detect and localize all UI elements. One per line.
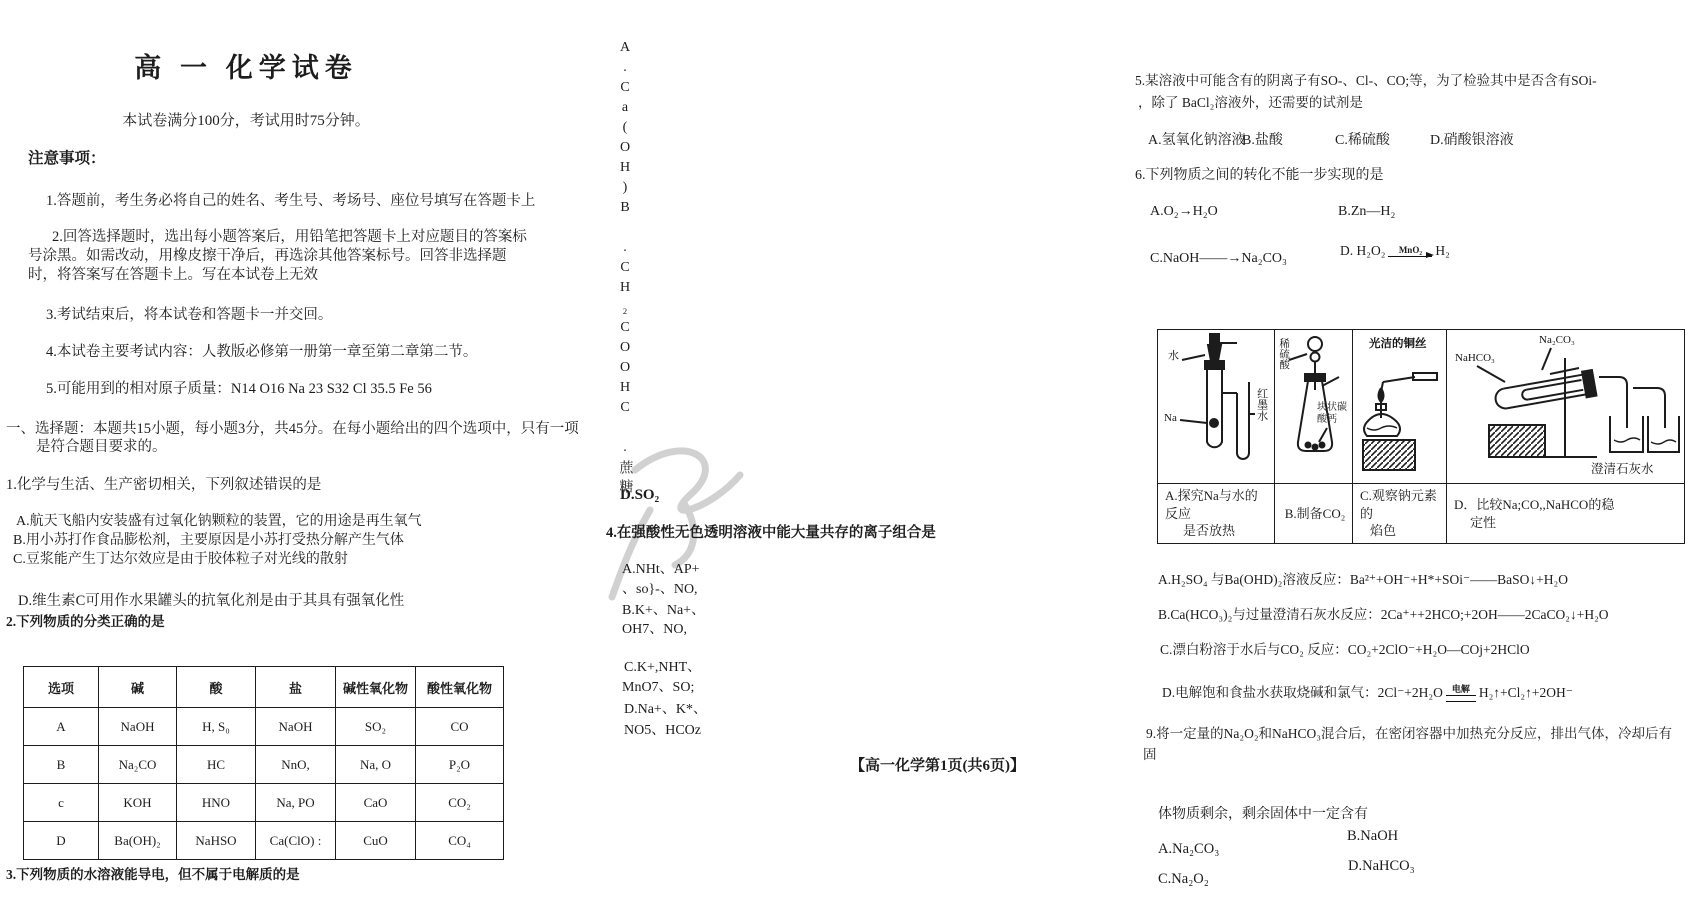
q6-option-d-reactant: D. H₂O₂	[1340, 243, 1386, 258]
label-marble-lumps: 块状碳酸钙	[1317, 402, 1347, 425]
arrow-line	[1388, 256, 1432, 257]
exam-subtitle: 本试卷满分100分，考试用时75分钟。	[122, 113, 370, 129]
q2-table-row-a	[24, 708, 504, 746]
q1-stem: 1.化学与生活、生产密切相关，下列叙述错误的是	[6, 477, 322, 493]
q2-cell: CO₂	[416, 784, 504, 822]
q9-option-b: B.NaOH	[1347, 828, 1399, 844]
label-water: 水	[1168, 350, 1179, 362]
q4-option-c-line1: C.K+,NHT、	[624, 660, 702, 675]
q8-option-d-reactants: D.电解饱和食盐水获取烧碱和氯气：2Cl⁻+2H₂O	[1162, 685, 1443, 701]
q9-option-d: D.NaHCO₃	[1348, 858, 1415, 874]
q2-cell: NnO,	[256, 746, 336, 784]
notice-3: 3.考试结束后，将本试卷和答题卡一并交回。	[46, 307, 333, 323]
page-title: 高 一 化学试卷	[134, 53, 358, 83]
q2-header-acidic-oxide: 酸性氧化物	[416, 667, 504, 708]
q4-option-d-line2: NO5、HCOz	[624, 723, 701, 738]
q2-cell: CuO	[336, 822, 416, 860]
q2-cell: B	[24, 746, 99, 784]
q9-option-a: A.Na₂CO₃	[1158, 841, 1220, 857]
q2-cell: A	[24, 708, 99, 746]
equals-line	[1446, 695, 1476, 702]
caption-c-line1: C.观察钠元素的	[1360, 488, 1437, 521]
q2-cell: Na, PO	[256, 784, 336, 822]
caption-a-line2: 是否放热	[1183, 523, 1236, 539]
caption-panel-a	[1158, 484, 1275, 544]
label-nahco3: NaHCO₃	[1455, 352, 1495, 364]
q6-option-b: B.Zn—H₂	[1338, 204, 1396, 219]
q8-option-b: B.Ca(HCO₃)₂与过量澄清石灰水反应：2Ca⁺++2HCO;+2OH——2CaCO₂↓+H₂O	[1158, 607, 1609, 622]
q6-option-c: C.NaOH——→Na₂CO₃	[1150, 251, 1287, 266]
label-limewater: 澄清石灰水	[1591, 462, 1654, 476]
arrow-condition-label: MnO₂	[1398, 244, 1423, 255]
q4-option-a-line1: A.NHt、AP+	[622, 562, 700, 577]
q2-classification-table	[23, 666, 504, 860]
figure-panel-d	[1447, 330, 1684, 482]
caption-panel-d	[1447, 484, 1685, 544]
q2-cell: HC	[177, 746, 256, 784]
q5-stem-line1: 5.某溶液中可能含有的阴离子有SO-、Cl-、CO;等，为了检验其中是否含有SOi-	[1135, 73, 1597, 88]
notice-2: 2.回答选择题时，选出每小题答案后，用铅笔把答题卡上对应题目的答案标号涂黑。如需改动，用橡皮擦干净后，再选涂其他答案标号。回答非选择题时，将答案写在答题卡上。写在本试卷上无效	[28, 229, 527, 283]
q9-option-c: C.Na₂O₂	[1158, 871, 1209, 887]
q2-table-row-c	[24, 784, 504, 822]
q2-cell: CO₄	[416, 822, 504, 860]
q2-cell: D	[24, 822, 99, 860]
label-na: Na	[1164, 412, 1177, 424]
caption-panel-c	[1353, 484, 1447, 544]
q2-stem: 2.下列物质的分类正确的是	[6, 614, 165, 629]
q7-image-row	[1158, 330, 1685, 484]
electrolysis-arrow	[1446, 685, 1476, 702]
q4-option-b-line2: OH7、NO,	[622, 622, 687, 637]
q9-stem-line1: 9.将一定量的Na₂O₂和NaHCO₃混合后，在密闭容器中加热充分反应，排出气体，冷却后有	[1146, 726, 1672, 741]
q2-cell: Ba(OH)₂	[99, 822, 177, 860]
caption-b-line1: B.制备CO₂	[1284, 505, 1346, 521]
q2-cell: Ca(ClO) :	[256, 822, 336, 860]
q8-option-d-products: H₂↑+Cl₂↑+2OH⁻	[1478, 685, 1573, 701]
q2-header-basic-oxide: 碱性氧化物	[336, 667, 416, 708]
q8-option-c: C.漂白粉溶于水后与CO₂ 反应：CO₂+2ClO⁻+H₂O—COj+2HClO	[1160, 642, 1530, 657]
caption-panel-b	[1275, 484, 1353, 544]
label-dilute-sulfuric-acid: 稀硫酸	[1278, 338, 1290, 370]
q5-stem-line2: ，除了 BaCl₂溶液外，还需要的试剂是	[1138, 95, 1363, 110]
q3-stem: 3.下列物质的水溶液能导电，但不属于电解质的是	[6, 867, 300, 882]
page-footer: 【高一化学第1页(共6页)】	[850, 758, 1025, 774]
q2-cell: NaOH	[99, 708, 177, 746]
figure-panel-b	[1275, 330, 1352, 482]
q2-table-header-row	[24, 667, 504, 708]
notice-4: 4.本试卷主要考试内容：人教版必修第一册第一章至第二章第二节。	[46, 344, 478, 360]
q6-option-a: A.O₂→H₂O	[1150, 204, 1218, 219]
apparatus-flame-test-svg	[1353, 330, 1444, 482]
q8-option-d	[1162, 685, 1573, 702]
q2-cell: NaOH	[256, 708, 336, 746]
q2-cell: HNO	[177, 784, 256, 822]
q5-option-a: A.氢氧化钠溶液	[1148, 133, 1246, 148]
q2-cell: CO	[416, 708, 504, 746]
q2-table-row-d	[24, 822, 504, 860]
q2-cell: P₂O	[416, 746, 504, 784]
q1-option-d: D.维生素C可用作水果罐头的抗氧化剂是由于其具有强氧化性	[18, 593, 405, 609]
notice-1: 1.答题前，考生务必将自己的姓名、考生号、考场号、座位号填写在答题卡上	[46, 193, 536, 209]
q4-option-b-line1: B.K+、Na+、	[622, 603, 706, 618]
q2-header-salt: 盐	[256, 667, 336, 708]
notice-heading: 注意事项：	[28, 150, 106, 167]
q6-stem: 6.下列物质之间的转化不能一步实现的是	[1135, 168, 1384, 183]
q4-option-a-line2: 、so}-、NO,	[622, 582, 698, 597]
q2-cell: Na, O	[336, 746, 416, 784]
reaction-arrow	[1388, 246, 1432, 257]
q1-option-a: A.航天飞船内安装盛有过氧化钠颗粒的装置，它的用途是再生氧气	[16, 514, 422, 529]
q2-cell: SO₂	[336, 708, 416, 746]
q3-option-d: D.SO₂	[620, 487, 660, 503]
q7-apparatus-table	[1157, 329, 1685, 544]
q2-header-base: 碱	[99, 667, 177, 708]
q2-cell: Na₂CO	[99, 746, 177, 784]
q7-caption-row	[1158, 484, 1685, 544]
q1-option-c: C.豆浆能产生丁达尔效应是由于胶体粒子对光线的散射	[13, 552, 348, 567]
q5-option-b: B.盐酸	[1242, 133, 1283, 148]
label-red-ink: 红墨水	[1255, 388, 1268, 421]
q5-option-d: D.硝酸银溶液	[1430, 133, 1514, 148]
caption-d-line2: 定性	[1470, 514, 1497, 530]
figure-panel-a	[1158, 330, 1274, 482]
caption-c-line2: 焰色	[1370, 523, 1397, 539]
q2-table-row-b	[24, 746, 504, 784]
q6-option-d-product: H₂	[1435, 243, 1450, 258]
q5-option-c: C.稀硫酸	[1335, 133, 1390, 148]
q9-stem-line2: 固	[1143, 747, 1157, 762]
q2-header-option: 选项	[24, 667, 99, 708]
section1-heading: 一、选择题：本题共15小题，每小题3分，共45分。在每小题给出的四个选项中，只有一项是符合题目要求的。	[6, 421, 579, 455]
q2-cell: KOH	[99, 784, 177, 822]
q2-cell: H, S₀	[177, 708, 256, 746]
q2-cell: c	[24, 784, 99, 822]
caption-d-line1: D．比较Na;CO,,NaHCO的稳	[1454, 496, 1615, 512]
q3-vertical-options: A.Ca(OH)B .CH₂COOHC .蔗糖	[617, 40, 633, 498]
q1-option-b: B.用小苏打作食品膨松剂，主要原因是小苏打受热分解产生气体	[13, 533, 404, 548]
caption-a-line1: A.探究Na与水的反应	[1165, 488, 1258, 521]
q4-stem: 4.在强酸性无色透明溶液中能大量共存的离子组合是	[606, 525, 936, 541]
q9-stem-line3: 体物质剩余，剩余固体中一定含有	[1158, 807, 1368, 822]
q4-option-d-line1: D.Na+、K*、	[624, 702, 707, 717]
q2-cell: NaHSO	[177, 822, 256, 860]
q6-option-d	[1340, 243, 1450, 260]
notice-5: 5.可能用到的相对原子质量：N14 O16 Na 23 S32 Cl 35.5 Fe 56	[46, 381, 432, 397]
electrolysis-condition-label: 电解	[1451, 684, 1470, 694]
q2-header-acid: 酸	[177, 667, 256, 708]
q2-cell: CaO	[336, 784, 416, 822]
q8-option-a: A.H₂SO₄ 与Ba(OHD)₂溶液反应：Ba²⁺+OH⁻+H*+SOi⁻——BaSO↓+H₂O	[1158, 572, 1568, 587]
label-na2co3: Na₂CO₃	[1539, 334, 1575, 346]
q4-option-c-line2: MnO7、SO;	[622, 680, 695, 695]
label-clean-copper-wire: 光洁的铜丝	[1369, 338, 1427, 350]
figure-panel-c	[1353, 330, 1446, 482]
